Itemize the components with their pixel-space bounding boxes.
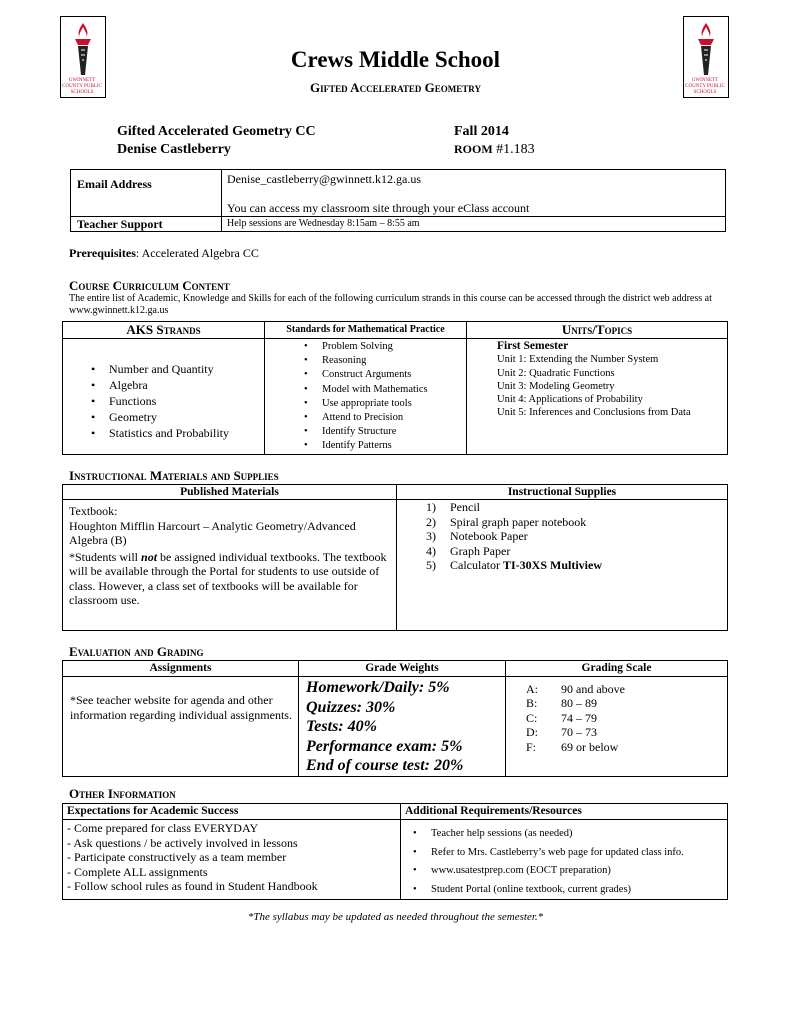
course-name: Gifted Accelerated Geometry CC — [117, 124, 316, 139]
unit-item: Unit 4: Applications of Probability — [497, 394, 643, 406]
unit-item: Unit 1: Extending the Number System — [497, 354, 659, 366]
grade-scale-row: D: 70 – 73 — [526, 725, 597, 740]
materials-table — [62, 484, 728, 631]
grade-weight: Homework/Daily: 5% — [306, 679, 450, 696]
expectations-list — [67, 821, 400, 894]
course-subtitle: Gifted Accelerated Geometry — [310, 80, 481, 95]
smp-item: • Construct Arguments — [304, 368, 466, 382]
textbook-note: *Students will not be assigned individual textbooks. The textbook will be available through the Portal for students to use outside of class. However, a class set of textbooks will be available for classroom use. — [69, 549, 387, 607]
unit-item: Unit 2: Quadratic Functions — [497, 367, 615, 379]
weights-header: Grade Weights — [299, 661, 506, 677]
resource-item: • Refer to Mrs. Castleberry’s web page for updated class info. — [413, 844, 727, 863]
smp-header: Standards for Mathematical Practice — [265, 322, 467, 339]
resources-list — [413, 825, 727, 899]
email-cell — [222, 170, 726, 217]
supply-item: 5) Calculator TI-30XS Multiview — [426, 558, 602, 572]
textbook-title: Houghton Mifflin Harcourt – Analytic Geometry/Advanced Algebra (B) — [69, 518, 356, 547]
supply-item: 1) Pencil — [426, 500, 480, 514]
logo-caption-right: GWINNETT COUNTY PUBLIC SCHOOLS — [685, 78, 725, 95]
scale-header: Grading Scale — [506, 661, 728, 677]
evaluation-heading: Evaluation and Grading — [69, 644, 204, 659]
expectations-header: Expectations for Academic Success — [63, 804, 401, 820]
supplies-header: Instructional Supplies — [397, 485, 728, 500]
smp-list — [304, 340, 466, 454]
support-label: Teacher Support — [71, 217, 222, 232]
grade-scale-row: B: 80 – 89 — [526, 696, 597, 711]
footer-note: *The syllabus may be updated as needed throughout the semester.* — [247, 911, 544, 923]
aks-list — [91, 361, 264, 441]
aks-item: • Number and Quantity — [91, 361, 264, 377]
grade-weight: End of course test: 20% — [306, 757, 464, 774]
grade-scale-row: A: 90 and above — [526, 682, 625, 696]
support-text: Help sessions are Wednesday 8:15am – 8:55 am — [222, 217, 726, 232]
resources-cell — [401, 820, 728, 900]
smp-item: • Reasoning — [304, 354, 466, 368]
aks-item: • Functions — [91, 393, 264, 409]
expectation-item: - Come prepared for class EVERYDAY — [67, 821, 259, 835]
other-heading: Other Information — [69, 786, 176, 801]
expectation-item: - Ask questions / be actively involved in lessons — [67, 835, 298, 850]
curriculum-table — [62, 321, 728, 455]
email-label: Email Address — [71, 170, 222, 217]
assignments-text: *See teacher website for agenda and other information regarding individual assignments. — [63, 677, 299, 777]
aks-header: AKS Strands — [63, 322, 265, 339]
textbook-label: Textbook: — [69, 504, 118, 518]
expectations-cell — [63, 820, 401, 900]
logo-caption-left: GWINNETT COUNTY PUBLIC SCHOOLS — [62, 78, 102, 95]
aks-item: • Statistics and Probability — [91, 425, 264, 441]
school-title: Crews Middle School — [290, 47, 501, 72]
expectation-item: - Complete ALL assignments — [67, 864, 208, 879]
room: ROOM #1.183 — [454, 142, 535, 157]
unit-item: Unit 5: Inferences and Conclusions from Data — [497, 407, 691, 419]
grade-weight: Quizzes: 30% — [306, 698, 396, 716]
aks-cell — [63, 339, 265, 455]
resource-item: • Student Portal (online textbook, current grades) — [413, 881, 727, 900]
expectation-item: - Follow school rules as found in Student Handbook — [67, 879, 318, 893]
grade-weight: Performance exam: 5% — [306, 737, 463, 755]
curriculum-intro: The entire list of Academic, Knowledge and Skills for each of the following curriculum strands in this course can be accessed through the district web address at www.gwinnett.k12.ga.us — [69, 293, 712, 316]
curriculum-heading: Course Curriculum Content — [69, 278, 230, 293]
supplies-list — [426, 500, 727, 558]
scale-list — [526, 682, 727, 754]
unit-item: Unit 3: Modeling Geometry — [497, 380, 615, 392]
expectation-item: - Participate constructively as a team member — [67, 850, 287, 864]
resource-item: • www.usatestprep.com (EOCT preparation) — [413, 862, 727, 881]
smp-item: • Problem Solving — [304, 340, 466, 354]
grade-scale-row: F: 69 or below — [526, 739, 619, 754]
weights-cell — [299, 677, 506, 777]
units-cell — [467, 339, 728, 455]
supply-item: 3) Notebook Paper — [426, 529, 528, 543]
units-header: Units/Topics — [467, 322, 728, 339]
resources-header: Additional Requirements/Resources — [401, 804, 728, 820]
published-header: Published Materials — [63, 485, 397, 500]
smp-item: • Identify Patterns — [304, 439, 466, 453]
weights-list — [306, 678, 505, 776]
supplies-cell — [397, 500, 728, 631]
term: Fall 2014 — [454, 124, 509, 139]
assignments-header: Assignments — [63, 661, 299, 677]
teacher-name: Denise Castleberry — [117, 142, 231, 157]
resource-item: • Teacher help sessions (as needed) — [413, 825, 727, 844]
eclass-note: You can access my classroom site through your eClass account — [227, 201, 530, 215]
contact-table — [70, 169, 726, 232]
units-list — [497, 353, 727, 419]
evaluation-table — [62, 660, 728, 777]
published-cell — [63, 500, 397, 631]
other-table — [62, 803, 728, 900]
aks-item: • Algebra — [91, 377, 264, 393]
grade-scale-row: C: 74 – 79 — [526, 710, 597, 725]
supply-item: 4) Graph Paper — [426, 543, 511, 558]
aks-item: • Geometry — [91, 409, 264, 425]
smp-item: • Use appropriate tools — [304, 397, 466, 411]
smp-cell — [265, 339, 467, 455]
smp-item: • Model with Mathematics — [304, 383, 466, 397]
prerequisites: Prerequisites: Accelerated Algebra CC — [69, 246, 259, 260]
email-address[interactable]: Denise_castleberry@gwinnett.k12.ga.us — [227, 172, 421, 186]
units-subheader: First Semester — [497, 340, 569, 352]
scale-cell — [506, 677, 728, 777]
grade-weight: Tests: 40% — [306, 718, 377, 735]
smp-item: • Attend to Precision — [304, 411, 466, 425]
materials-heading: Instructional Materials and Supplies — [69, 468, 279, 483]
smp-item: • Identify Structure — [304, 425, 466, 439]
supply-item: 2) Spiral graph paper notebook — [426, 514, 587, 529]
